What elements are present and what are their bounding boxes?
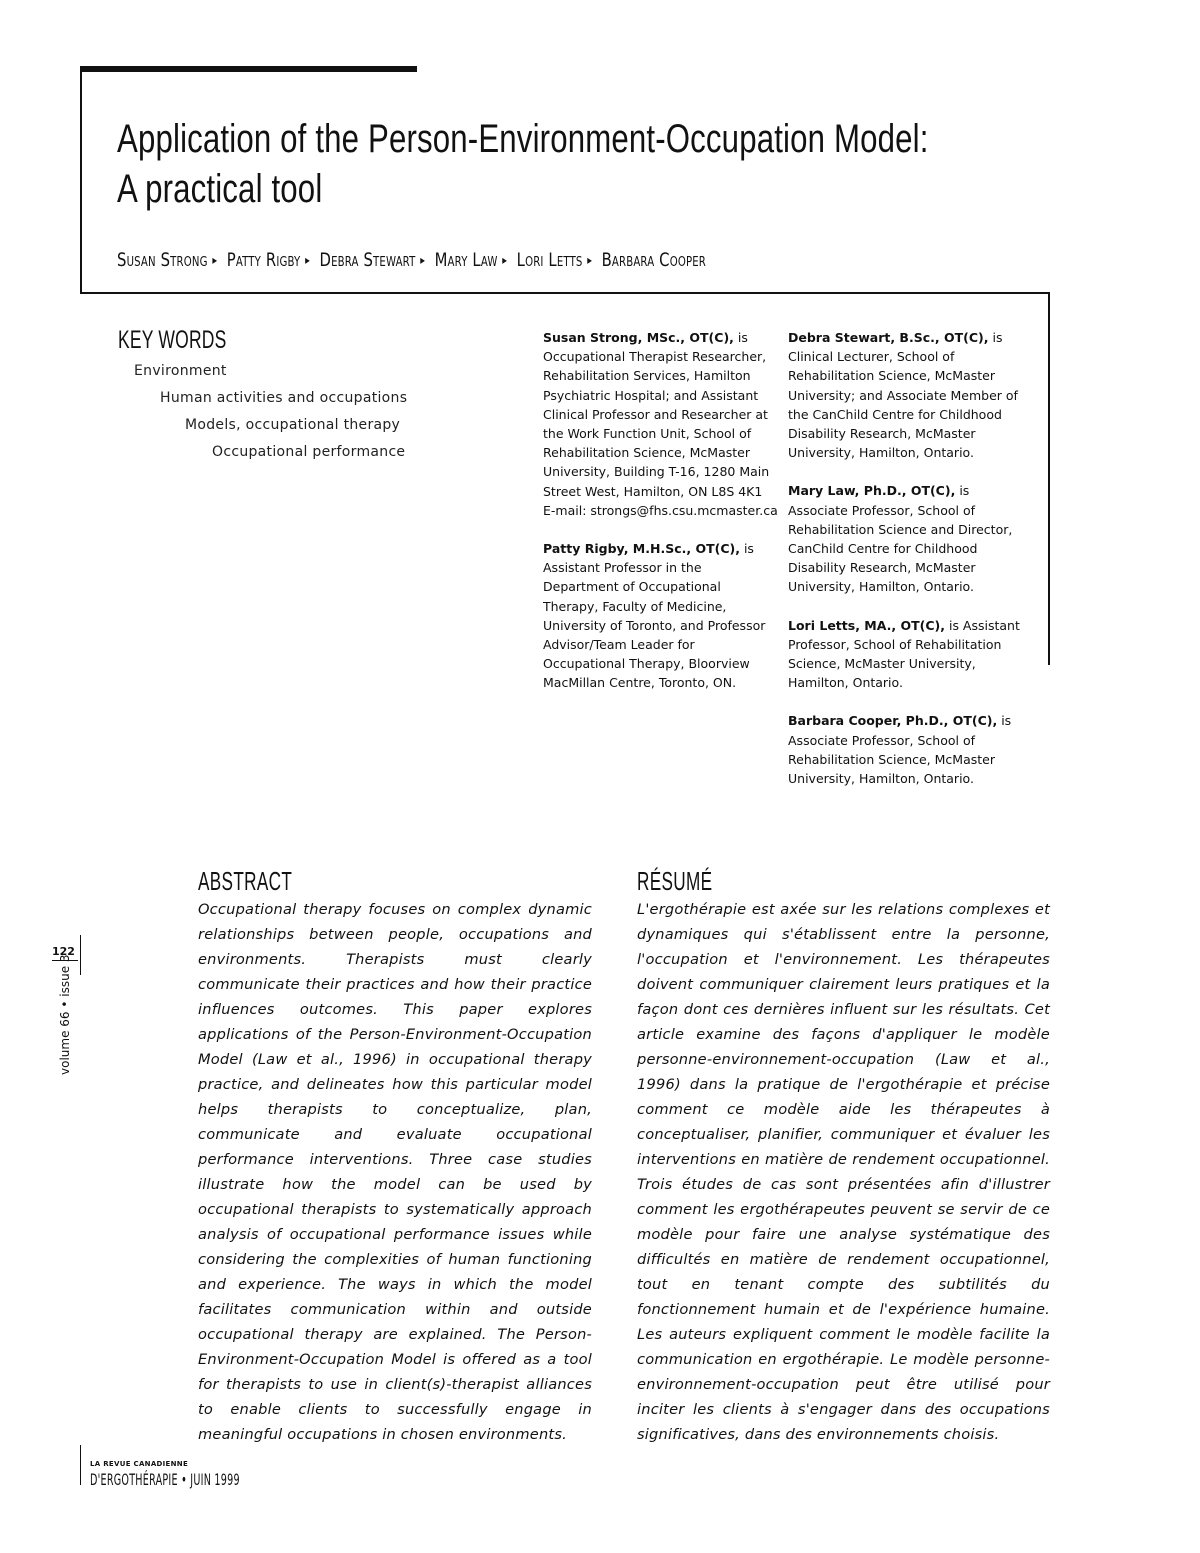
author-name: Patty Rigby (226, 249, 301, 271)
bio-text: is Assistant Professor in the Department of Occupational Therapy, Faculty of Medicine, University of Toronto, and Professor Advisor/Team Leader for Occupational Therapy, Bloorview MacMillan Centre, Toronto, ON. (543, 541, 766, 691)
article-title (117, 114, 929, 214)
journal-name-line-1: LA REVUE CANADIENNE (90, 1460, 189, 1468)
bio-column-1 (543, 328, 778, 712)
bio-name: Lori Letts, MA., OT(C), (788, 617, 945, 633)
author-name: Debra Stewart (319, 249, 416, 271)
keywords-heading: KEY WORDS (118, 326, 227, 354)
author-name: Mary Law (434, 249, 498, 271)
resume-body: L'ergothérapie est axée sur les relations complexes et dynamiques qui s'établissent entre la personne, l'occupation et l'environnement. Les thérapeutes doivent communiquer clairement leurs pratiques et la façon dont ces dernières influent sur les résultats. Cet article examine des façons d'appliquer le modèle personne-environnement-occupation (Law et al., 1996) dans la pratique de l'ergothérapie et précise comment ce modèle aide les thérapeutes à conceptualiser, planifier, communiquer et évaluer les interventions en matière de rendement occupationnel. Trois études de cas sont présentées afin d'illustrer comment les ergothérapeutes peuvent se servir de ce modèle pour faire une analyse systématique des difficultés en matière de rendement occupationnel, tout en tenant compte des subtilités du fonctionnement humain et de l'expérience humaine. Les auteurs expliquent comment le modèle facilite la communication en ergothérapie. Le modèle personne-environnement-occupation peut être utilisé pour inciter les clients à s'engager dans des occupations significatives, dans des environnements choisis. (637, 901, 1050, 1443)
frame-left-rule (80, 66, 82, 294)
footer-rule (80, 1445, 81, 1485)
frame-right-rule (1048, 292, 1050, 665)
bio-name: Debra Stewart, B.Sc., OT(C), (788, 330, 989, 345)
author-bio (788, 711, 1023, 788)
title-line-2: A practical tool (117, 167, 323, 211)
bio-text: is Occupational Therapist Researcher, Rehabilitation Services, Hamilton Psychiatric Hospital; and Assistant Clinical Professor and Researcher at the Work Function Unit, School of Rehabilitation Science, McMaster University, Building T-16, 1280 Main Street West, Hamilton, ON L8S 4K1 E-mail: strongs@fhs.csu.mcmaster.ca (543, 330, 778, 518)
journal-name-line-2: D'ERGOTHÉRAPIE • JUIN 1999 (90, 1470, 240, 1489)
bio-column-2 (788, 328, 1023, 807)
bio-text: is Associate Professor, School of Rehabilitation Science and Director, CanChild Centre for Childhood Disability Research, McMaster University, Hamilton, Ontario. (788, 483, 1013, 595)
author-name: Lori Letts (516, 249, 583, 271)
keyword-item: Human activities and occupations (160, 390, 408, 406)
author-bio (543, 328, 778, 520)
author-bio (543, 539, 778, 693)
author-name: Barbara Cooper (601, 249, 706, 271)
separator-icon: ▸ (587, 253, 593, 267)
bio-name: Patty Rigby, M.H.Sc., OT(C), (543, 541, 740, 557)
abstract-body: Occupational therapy focuses on complex dynamic relationships between people, occupations and environments. Therapists must clearly communicate their practices and how their practice influences outcomes. This paper explores applications of the Person-Environment-Occupation Model (Law et al., 1996) in occupational therapy practice, and delineates how this particular model helps therapists to conceptualize, plan, communicate and evaluate occupational performance interventions. Three case studies illustrate how the model can be used by occupational therapists to systematically approach analysis of occupational performance issues while considering the complexities of human functioning and experience. The ways in which the model facilitates communication within and outside occupational therapy are explained. The Person-Environment-Occupation Model is offered as a tool for therapists to use in client(s)-therapist alliances to enable clients to successfully engage in meaningful occupations in chosen environments. (198, 901, 592, 1443)
separator-icon: ▸ (212, 253, 218, 267)
top-rule (80, 66, 417, 72)
volume-issue: volume 66 • issue 3 (58, 954, 72, 1075)
bio-name: Susan Strong, MSc., OT(C), (543, 330, 734, 345)
frame-bottom-rule (80, 292, 1050, 294)
title-line-1: Application of the Person-Environment-Occupation Model: (117, 117, 929, 161)
keyword-item: Occupational performance (212, 444, 406, 460)
keyword-item: Models, occupational therapy (185, 417, 401, 433)
separator-icon: ▸ (305, 253, 310, 267)
bio-text: is Associate Professor, School of Rehabilitation Science, McMaster University, Hamilton, Ontario. (788, 713, 1012, 787)
side-rule (80, 935, 81, 975)
separator-icon: ▸ (420, 253, 426, 267)
author-name: Susan Strong (117, 249, 208, 271)
author-list (117, 249, 706, 271)
keyword-item: Environment (134, 363, 227, 379)
author-bio (788, 616, 1023, 693)
bio-text: is Clinical Lecturer, School of Rehabilitation Science, McMaster University; and Associate Member of the CanChild Centre for Childhood Disability Research, McMaster University, Hamilton, Ontario. (788, 330, 1018, 461)
abstract-heading: ABSTRACT (198, 866, 293, 896)
page-number: 122 (52, 945, 75, 958)
resume-heading: RÉSUMÉ (637, 866, 713, 896)
bio-text: is Assistant Professor, School of Rehabilitation Science, McMaster University, Hamilton, Ontario. (788, 617, 1020, 691)
bio-name: Barbara Cooper, Ph.D., OT(C), (788, 713, 998, 729)
bio-name: Mary Law, Ph.D., OT(C), (788, 483, 956, 499)
author-bio (788, 481, 1023, 596)
separator-icon: ▸ (502, 253, 508, 267)
author-bio (788, 328, 1023, 462)
